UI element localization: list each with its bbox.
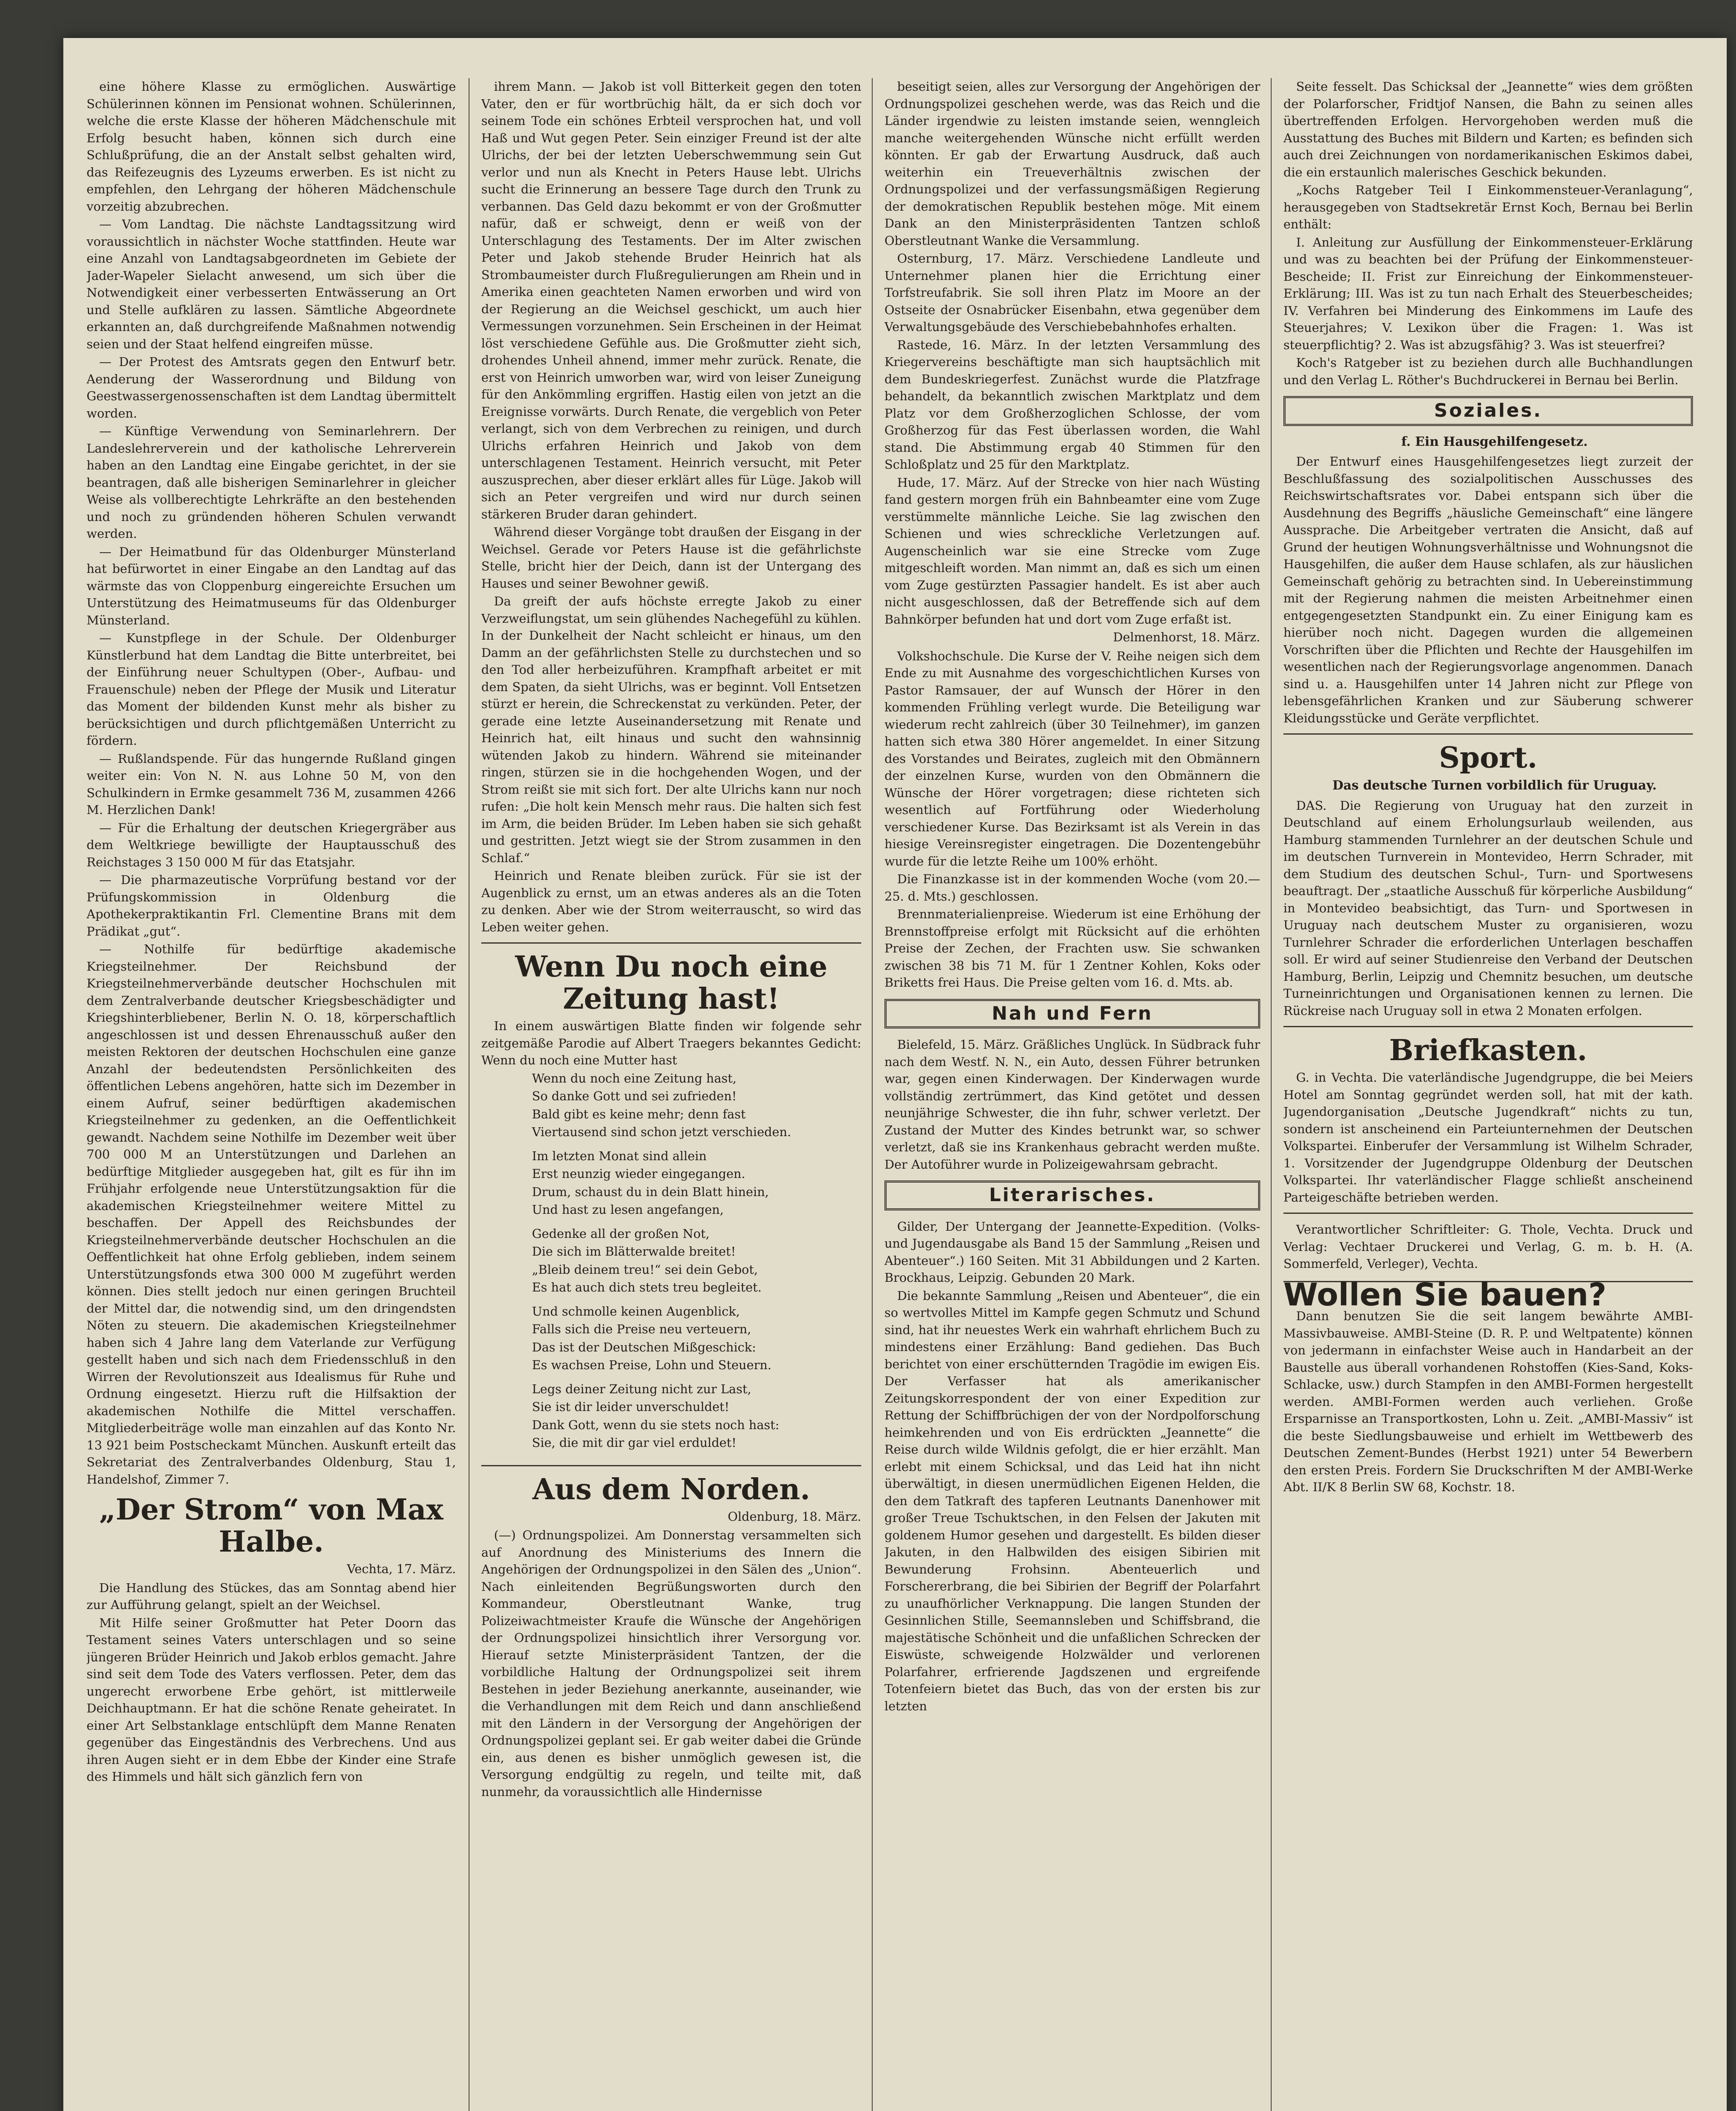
- article-paragraph: — Künftige Verwendung von Seminarlehrern. Der Landeslehrerverein und der katholische Lehrerverein haben an den Landtag eine Eingabe gerichtet, in der sie beantragen, daß alle bisherigen Seminarlehrer in gleicher Weise als vollberechtigte Lehrkräfte an den bestehenden und noch zu gründenden höheren Schulen verwandt werden.: [87, 424, 456, 541]
- column-2: [481, 78, 861, 2111]
- section-heading: Briefkasten.: [1389, 1034, 1587, 1067]
- article-paragraph: — Für die Erhaltung der deutschen Kriegergräber aus dem Weltkriege bewilligte der Hauptausschuß des Reichstages 3 150 000 M für das Etatsjahr.: [87, 820, 456, 869]
- boxed-section-heading: Nah und Fern: [884, 999, 1260, 1029]
- article-paragraph: (—) Ordnungspolizei. Am Donnerstag versammelten sich auf Anordnung des Ministeriums des Innern die Angehörigen der Ordnungspolizei in den Sälen des „Union“. Nach einleitenden Begrüßungsworten durch den Kommandeur, Oberstleutnant Wanke, trug Polizeiwachtmeister Kraufe die Wünsche der Angehörigen der Ordnungspolizei hinsichtlich ihrer Versorgung vor. Hierauf setzte Ministerpräsident Tantzen, der die vorbildliche Haltung der Ordnungspolizei seit ihrem Bestehen in jeder Beziehung anerkannte, auseinander, wie die Verhandlungen mit dem Reich und dann anschließend mit den Ländern in der Versorgung der Angehörigen der Ordnungspolizei geplant sei. Er gab weiter dabei die Gründe ein, aus denen es bisher unmöglich gewesen ist, die Versorgung endgültig zu regeln, und teilte mit, daß nunmehr, da voraussichtlich alle Hindernisse: [481, 1528, 861, 1799]
- section-divider: [1283, 1026, 1693, 1028]
- article-paragraph: Brennmaterialienpreise. Wiederum ist eine Erhöhung der Brennstoffpreise erfolgt mit Rücksicht auf die erhöhten Preise der Zechen, der Frachten usw. Sie schwanken zwischen 38 bis 71 M. für 1 Zentner Kohlen, Koks oder Briketts frei Haus. Die Preise gelten vom 16. d. Mts. ab.: [884, 907, 1260, 990]
- article-headline: Das deutsche Turnen vorbildlich für Uruguay.: [1332, 778, 1657, 793]
- boxed-section-heading: Soziales.: [1283, 396, 1693, 426]
- article-paragraph: Während dieser Vorgänge tobt draußen der Eisgang in der Weichsel. Gerade vor Peters Hause ist die gefährlichste Stelle, bricht hier der Deich, dann ist der Untergang des Hauses und seiner Bewohner gewiß.: [481, 525, 861, 591]
- poem-line: So danke Gott und sei zufrieden!: [532, 1089, 737, 1103]
- article-paragraph: „Kochs Ratgeber Teil I Einkommensteuer-Veranlagung“, herausgegeben von Stadtsekretär Ernst Koch, Bernau bei Berlin enthält:: [1283, 183, 1693, 231]
- article-paragraph: Rastede, 16. März. In der letzten Versammlung des Kriegervereins beschäftigte man sich hauptsächlich mit dem Bundeskriegerfest. Zunächst wurde die Platzfrage behandelt, da bekanntlich zwischen Marktplatz und dem Platz vor dem Großherzoglichen Schlosse, der vom Großherzog für das Fest überlassen worden, die Wahl stand. Die Abstimmung ergab 40 Stimmen für den Schloßplatz und 25 für den Marktplatz.: [884, 337, 1260, 472]
- article-paragraph: Mit Hilfe seiner Großmutter hat Peter Doorn das Testament seines Vaters unterschlagen und so seine jüngeren Brüder Heinrich und Jakob erblos gemacht. Jahre sind seit dem Tode des Vaters verflossen. Peter, dem das ungerecht erworbene Erbe gehört, ist mittlerweile Deichhauptmann. Er hat die schöne Renate geheiratet. In einer Art Selbstanklage entschlüpft dem Manne Renaten gegenüber das Eingeständnis des Verbrechens. Und aus ihren Augen sieht er in dem Ebbe der Kinder eine Strafe des Himmels und hält sich gänzlich fern von: [87, 1615, 456, 1784]
- poem-line: Und schmolle keinen Augenblick,: [532, 1304, 740, 1319]
- poem-line: Und hast zu lesen angefangen,: [532, 1202, 724, 1217]
- dateline: Vechta, 17. März.: [347, 1562, 456, 1576]
- article-paragraph: Verantwortlicher Schriftleiter: G. Thole, Vechta. Druck und Verlag: Vechtaer Druckerei und Verlag, G. m. b. H. (A. Sommerfeld, Verleger), Vechta.: [1283, 1222, 1693, 1271]
- article-paragraph: DAS. Die Regierung von Uruguay hat den zurzeit in Deutschland auf einem Erholungsurlaub weilenden, aus Hamburg stammenden Turnlehrer an der deutschen Schule und im deutschen Turnverein in Montevideo, Herrn Schrader, mit dem Studium des deutschen Schul-, Turn- und Sportwesens beauftragt. Der „staatliche Ausschuß für körperliche Ausbildung“ in Montevideo beabsichtigt, das Turn- und Sportwesen in Uruguay nach deutschem Muster zu organisieren, wozu Turnlehrer Schrader die erforderlichen Unterlagen beschaffen soll. Er wird auf seiner Studienreise den Verband der Deutschen Hamburg, Berlin, Leipzig und Chemnitz besuchen, um deutsche Turneinrichtungen und Organisationen kennen zu lernen. Die Rückreise nach Uruguay soll in etwa 2 Monaten erfolgen.: [1283, 798, 1693, 1018]
- article-paragraph: Dann benutzen Sie die seit langem bewährte AMBI-Massivbauweise. AMBI-Steine (D. R. P. und Weltpatente) können von jedermann in einfachster Weise auch in Handarbeit an der Baustelle aus überall vorhandenen Rohstoffen (Kies-Sand, Koks-Schlacke, usw.) durch Stampfen in den AMBI-Formen hergestellt werden. AMBI-Formen werden auch verliehen. Große Ersparnisse an Transportkosten, Lohn u. Zeit. „AMBI-Massiv“ ist die beste Siedlungsbauweise und erhielt im Wettbewerb des Deutschen Zement-Bundes (Herbst 1921) unter 54 Bewerbern den ersten Preis. Fordern Sie Druckschriften M der AMBI-Werke Abt. II/K 8 Berlin SW 68, Kochstr. 18.: [1283, 1309, 1693, 1494]
- article-paragraph: Osternburg, 17. März. Verschiedene Landleute und Unternehmer planen hier die Errichtung einer Torfstreufabrik. Sie soll ihren Platz im Moore an der Ostseite der Osnabrücker Eisenbahn, etwa gegenüber dem Verwaltungsgebäude des Verschiebebahnhofes erhalten.: [884, 251, 1260, 334]
- poem-line: Die sich im Blätterwalde breitet!: [532, 1244, 736, 1259]
- poem-line: „Bleib deinem treu!“ sei dein Gebot,: [532, 1262, 758, 1277]
- article-paragraph: G. in Vechta. Die vaterländische Jugendgruppe, die bei Meiers Hotel am Sonntag gegründet werden soll, hat mit der kath. Jugendorganisation „Deutsche Jugendkraft“ nichts zu tun, sondern ist anscheinend ein Parteiunternehmen der Deutschen Volkspartei. Einberufer der Versammlung ist Wilhelm Schrader, 1. Vorsitzender der Jugendgruppe Oldenburg der Deutschen Volkspartei. Ihr vaterländischer Flagge schließt anscheinend Parteigeschäfte betrieben werden.: [1283, 1070, 1693, 1205]
- article-paragraph: Seite fesselt. Das Schicksal der „Jeannette“ wies dem größten der Polarforscher, Fridtjof Nansen, die Bahn zu seinen alles übertreffenden Erfolgen. Hervorgehoben werden muß die Ausstattung des Buches mit Bildern und Karten; es befinden sich auch drei Zeichnungen von nordamerikanischen Eskimos dabei, die ein erstaunlich malerisches Geschick bekunden.: [1283, 79, 1693, 179]
- poem-line: Viertausend sind schon jetzt verschieden.: [532, 1125, 791, 1139]
- dateline: Delmenhorst, 18. März.: [1113, 630, 1260, 644]
- section-divider: [481, 942, 861, 944]
- poem-line: Es hat auch dich stets treu begleitet.: [532, 1280, 762, 1294]
- poem-line: Drum, schaust du in dein Blatt hinein,: [532, 1184, 769, 1199]
- poem-line: Sie, die mit dir gar viel erduldet!: [532, 1435, 737, 1450]
- article-paragraph: Heinrich und Renate bleiben zurück. Für sie ist der Augenblick zu ernst, um an etwas anderes als an die Toten zu denken. Aber wie der Strom weiterrauscht, so wird das Leben weiter gehen.: [481, 868, 861, 934]
- article-paragraph: Gilder, Der Untergang der Jeannette-Expedition. (Volks- und Jugendausgabe als Band 15 der Sammlung „Reisen und Abenteuer“.) 160 Seiten. Mit 31 Abbildungen und 2 Karten. Brockhaus, Leipzig. Gebunden 20 Mark.: [884, 1219, 1260, 1285]
- section-divider: [481, 1465, 861, 1467]
- section-divider: [1283, 733, 1693, 735]
- poem-line: Gedenke all der großen Not,: [532, 1226, 710, 1241]
- section-heading: Sport.: [1439, 741, 1538, 775]
- article-paragraph: Da greift der aufs höchste erregte Jakob zu einer Verzweiflungstat, um sein glühendes Nachegefühl zu kühlen. In der Dunkelheit der Nacht schleicht er hinaus, um den Damm an der gefährlichsten Stelle zu durchstechen und so den Tod aller herbeizuführen. Krampfhaft arbeitet er mit dem Spaten, da sieht Ulrichs, was er beginnt. Voll Entsetzen stürzt er herein, die Schreckenstat zu verkünden. Peter, der gerade eine letzte Auseinandersetzung mit Renate und Heinrich hat, eilt hinaus und sucht den wahnsinnig wütenden Jakob zu hindern. Während sie miteinander ringen, stürzen sie in die hochgehenden Wogen, und der Strom reißt sie mit sich fort. Der alte Ulrichs kann nur noch rufen: „Die holt kein Mensch mehr raus. Die halten sich fest im Arm, die beiden Brüder. Im Leben haben sie sich gehaßt und gestritten. Jetzt wiegt sie der Strom zusammen in den Schlaf.“: [481, 594, 861, 865]
- dateline: Oldenburg, 18. März.: [727, 1509, 861, 1524]
- section-heading: „Der Strom“ von Max Halbe.: [99, 1493, 444, 1559]
- column-1: [87, 78, 456, 2111]
- poem-line: Legs deiner Zeitung nicht zur Last,: [532, 1381, 751, 1396]
- article-paragraph: Die Finanzkasse ist in der kommenden Woche (vom 20.—25. d. Mts.) geschlossen.: [884, 872, 1260, 904]
- article-paragraph: — Rußlandspende. Für das hungernde Rußland gingen weiter ein: Von N. N. aus Lohne 50 M, von den Schulkindern in Ermke gesammelt 736 M, zusammen 4266 M. Herzlichen Dank!: [87, 751, 456, 817]
- poem: [481, 1070, 861, 1458]
- boxed-section-heading: Literarisches.: [884, 1180, 1260, 1210]
- article-paragraph: Volkshochschule. Die Kurse der V. Reihe neigen sich dem Ende zu mit Ausnahme des vorgeschichtlichen Kurses von Pastor Ramsauer, der auf Wunsch der Hörer in den kommenden Frühling verlegt wurde. Die Beteiligung war wiederum recht zahlreich (über 30 Teilnehmer), im ganzen hatten sich etwa 380 Hörer angemeldet. In einer Sitzung des Vorstandes und Beirates, zugleich mit den Obmännern der einzelnen Kurse, wurden von den Obmännern die Wünsche der Hörer vorgetragen; diese richteten sich wesentlich auf Fortführung oder Wiederholung verschiedener Kurse. Das Bezirksamt ist als Verein in das hiesige Vereinsregister eingetragen. Die Dozentengebühr wurde für die letzte Reihe um 100% erhöht.: [884, 648, 1260, 868]
- poem-line: Erst neunzig wieder eingegangen.: [532, 1167, 746, 1181]
- poem-line: Bald gibt es keine mehr; denn fast: [532, 1107, 746, 1121]
- poem-line: Sie ist dir leider unverschuldet!: [532, 1400, 730, 1414]
- article-paragraph: — Vom Landtag. Die nächste Landtagssitzung wird voraussichtlich in nächster Woche stattfinden. Heute war eine Anzahl von Landtagsabgeordneten im Gebiete der Jader-Wapeler Sielacht anwesend, um sich über die Notwendigkeit einer verbesserten Entwässerung an Ort und Stelle aufklären zu lassen. Sämtliche Abgeordnete erkannten an, daß durchgreifende Maßnahmen notwendig seien und der Staat helfend eingreifen müsse.: [87, 217, 456, 351]
- poem-line: Im letzten Monat sind allein: [532, 1148, 707, 1163]
- article-paragraph: eine höhere Klasse zu ermöglichen. Auswärtige Schülerinnen können im Pensionat wohnen. Schülerinnen, welche die erste Klasse der höheren Mädchenschule mit Erfolg besucht haben, können sich durch eine Schlußprüfung, die an der Anstalt selbst gehalten wird, das Reifezeugnis des Lyzeums erwerben. Es ist nicht zu empfehlen, den Lehrgang der höheren Mädchenschule vorzeitig abzubrechen.: [87, 79, 456, 214]
- section-heading: Aus dem Norden.: [532, 1472, 810, 1506]
- article-paragraph: ihrem Mann. — Jakob ist voll Bitterkeit gegen den toten Vater, den er für wortbrüchig hält, da er sich doch vor seinem Tode ein schönes Erbteil versprochen hat, und voll Haß und Wut gegen Peter. Sein einziger Freund ist der alte Ulrichs, der bei der letzten Ueberschwemmung sein Gut verlor und nun als Knecht in Peters Hause lebt. Ulrichs sucht die Erinnerung an bessere Tage durch den Trunk zu verbannen. Das Geld dazu bekommt er von der Großmutter nafür, daß er schweigt, denn er weiß von der Unterschlagung des Testaments. Der im Alter zwischen Peter und Jakob stehende Bruder Heinrich hat als Strombaumeister durch Flußregulierungen am Rhein und in Amerika einen geachteten Namen erworben und wird von der Regierung an die Weichsel geschickt, um auch hier Vermessungen vorzunehmen. Sein Erscheinen in der Heimat löst verschiedene Gefühle aus. Die Großmutter zieht sich, drohendes Unheil ahnend, immer mehr zurück. Renate, die erst von Heinrich umworben war, wird von leiser Zuneigung für den Ankömmling ergriffen. Hastig eilen von jetzt an die Ereignisse vorwärts. Durch Renate, die vergeblich von Peter verlangt, sich von dem Verbrechen zu reinigen, und durch Ulrichs erfahren Heinrich und Jakob von dem unterschlagenen Testament. Heinrich versucht, mit Peter auszusprechen, aber dieser erklärt alles für Lüge. Jakob will sich an Peter vergreifen und wird nur durch seinen stärkeren Bruder daran gehindert.: [481, 79, 861, 521]
- column-4: [1283, 78, 1693, 2111]
- column-rule: [1271, 78, 1272, 2111]
- article-paragraph: — Die pharmazeutische Vorprüfung bestand vor der Prüfungskommission in Oldenburg die Apothekerpraktikantin Frl. Clementine Brans mit dem Prädikat „gut“.: [87, 873, 456, 939]
- article-paragraph: — Der Protest des Amtsrats gegen den Entwurf betr. Aenderung der Wasserordnung und Bildung von Geestwassergenossenschaften ist dem Landtag übermittelt worden.: [87, 355, 456, 421]
- article-paragraph: — Kunstpflege in der Schule. Der Oldenburger Künstlerbund hat dem Landtag die Bitte unterbreitet, bei der Einführung neuer Schultypen (Ober-, Aufbau- und Frauenschule) neben der Pflege der Musik und Literatur das Moment der bildenden Kunst mehr als bisher zu berücksichtigen und durch pflichtgemäßen Unterricht zu fördern.: [87, 631, 456, 748]
- article-paragraph: In einem auswärtigen Blatte finden wir folgende sehr zeitgemäße Parodie auf Albert Traegers bekanntes Gedicht: Wenn du noch eine Mutter hast: [481, 1019, 861, 1067]
- poem-line: Es wachsen Preise, Lohn und Steuern.: [532, 1358, 772, 1372]
- article-paragraph: Der Entwurf eines Hausgehilfengesetzes liegt zurzeit der Beschlußfassung des sozialpolitischen Ausschusses des Reichswirtschaftsrates vor. Dabei entspann sich über die Ausdehnung des Begriffs „häusliche Gemeinschaft“ eine längere Aussprache. Die Arbeitgeber vertraten die Ansicht, daß auf Grund der heutigen Wohnungsverhältnisse und Wohnungsnot die Hausgehilfen, die außer dem Hause schlafen, als zur häuslichen Gemeinschaft gehörig zu betrachten sind. In Uebereinstimmung mit der Regierung nahmen die meisten Arbeitnehmer einen entgegengesetzten Standpunkt ein. Zu einer Einigung kam es hierüber noch nicht. Dagegen wurden die allgemeinen Vorschriften über die Pflichten und Rechte der Hausgehilfen im wesentlichen nach der Regierungsvorlage angenommen. Danach sind u. a. Hausgehilfen unter 14 Jahren nicht zur Pflege von lebensgefährlichen Kranken und zur Säuberung schwerer Kleidungsstücke und Geräte verpflichtet.: [1283, 454, 1693, 725]
- article-paragraph: Koch's Ratgeber ist zu beziehen durch alle Buchhandlungen und den Verlag L. Röther's Buchdruckerei in Bernau bei Berlin.: [1283, 355, 1693, 387]
- article-paragraph: — Der Heimatbund für das Oldenburger Münsterland hat befürwortet in einer Eingabe an den Landtag auf das wärmste das von Cloppenburg eingereichte Ersuchen um Unterstützung des Heimatmuseums für das Oldenburger Münsterland.: [87, 544, 456, 627]
- article-headline: f. Ein Hausgehilfengesetz.: [1401, 434, 1588, 449]
- article-paragraph: Hude, 17. März. Auf der Strecke von hier nach Wüsting fand gestern morgen früh ein Bahnbeamter eine vom Zuge verstümmelte männliche Leiche. Sie lag zwischen den Schienen und wies schreckliche Verletzungen auf. Augenscheinlich war sie eine Strecke vom Zuge mitgeschleift worden. Man nimmt an, daß es sich um einen vom Zuge gestürzten Passagier handelt. Es ist aber auch nicht ausgeschlossen, daß der Betreffende sich auf dem Bahnkörper befunden hat und dort vom Zuge erfaßt ist.: [884, 475, 1260, 627]
- poem-line: Falls sich die Preise neu verteuern,: [532, 1322, 751, 1336]
- section-divider: [1283, 1213, 1693, 1214]
- article-paragraph: Bielefeld, 15. März. Gräßliches Unglück. In Südbrack fuhr nach dem Westf. N. N., ein Auto, dessen Führer betrunken war, gegen einen Kinderwagen. Der Kinderwagen wurde vollständig zertrümmert, das Kind getötet und dessen neunjährige Schwester, die ihn fuhr, schwer verletzt. Der Zustand der Mutter des Kindes betrunkt war, so schwer verletzt, daß sie ins Krankenhaus gebracht werden mußte. Der Autoführer wurde in Polizeigewahrsam gebracht.: [884, 1037, 1260, 1172]
- poem-line: Wenn du noch eine Zeitung hast,: [532, 1071, 737, 1085]
- article-paragraph: — Nothilfe für bedürftige akademische Kriegsteilnehmer. Der Reichsbund der Kriegsteilnehmerverbände deutscher Hochschulen mit dem Zentralverbande deutscher Kriegsbeschädigter und Kriegshinterbliebener, Berlin N. O. 18, körperschaftlich angeschlossen ist und dessen Ehrenausschuß außer den meisten Rektoren der deutschen Hochschulen eine ganze Anzahl der bedeutendsten Persönlichkeiten des öffentlichen Lebens angehören, hatte sich im Dezember in einem Aufruf, seiner bedürftigen akademischen Kriegsteilnehmer zu gedenken, an die Oeffentlichkeit gewandt. Nachdem seine Nothilfe im Dezember weit über 700 000 M an Unterstützungen und Darlehen an bedürftige Mitglieder ausgegeben hat, gilt es für ihn im Frühjahr erfolgende neue Unterstützungsaktion für die akademischen Kriegsteilnehmer weitere Mittel zu beschaffen. Der Appell des Reichsbundes der Kriegsteilnehmerverbände deutscher Hochschulen an die Oeffentlichkeit hat ohne Erfolg geblieben, indem seinem Unterstützungsfonds etwa 300 000 M zugeführt werden können. Dies stellt jedoch nur einen geringen Bruchteil der Mittel dar, die notwendig sind, um den dringendsten Nöten zu steuern. Die akademischen Kriegsteilnehmer haben sich 4 Jahre lang dem Vaterlande zur Verfügung gestellt haben und sich nach dem Friedensschluß in den Wirren der Revolutionszeit aus Idealismus für Ruhe und Ordnung eingesetzt. Hierzu ruft die Hilfsaktion der akademischen Nothilfe die Mittel verschaffen. Mitgliederbeiträge wolle man einzahlen auf das Konto Nr. 13 921 beim Postscheckamt München. Auskunft erteilt das Sekretariat des Zentralverbandes Oldenburg, Stau 1, Handelshof, Zimmer 7.: [87, 942, 456, 1487]
- poem-line: Dank Gott, wenn du sie stets noch hast:: [532, 1417, 779, 1432]
- ad-heading: Wollen Sie bauen?: [1283, 1281, 1693, 1304]
- column-rule: [872, 78, 873, 2111]
- poem-line: Das ist der Deutschen Mißgeschick:: [532, 1340, 756, 1354]
- article-paragraph: I. Anleitung zur Ausfüllung der Einkommensteuer-Erklärung und was zu beachten bei der Prüfung der Einkommensteuer-Bescheide; II. Frist zur Einreichung der Einkommensteuer-Erklärung; III. Was ist zu tun nach Erhalt des Steuerbescheides; IV. Verfahren bei Minderung des Einkommens im Laufe des Steuerjahres; V. Lexikon über die Fragen: 1. Was ist steuerpflichtig? 2. Was ist abzugsfähig? 3. Was ist steuerfrei?: [1283, 235, 1693, 352]
- article-paragraph: Die bekannte Sammlung „Reisen und Abenteuer“, die ein so wertvolles Mittel im Kampfe gegen Schmutz und Schund sind, hat ihr neuestes Werk ein wahrhaft ehrlichem Buch zu mindestens einer Erzählung: Band gediehen. Das Buch berichtet von einer erschütternden Tragödie im ewigen Eis. Der Verfasser hat als amerikanischer Zeitungskorrespondent der von einer Expedition zur Rettung der Schiffbrüchigen der von der Nordpolforschung heimkehrenden und von Eis erdrückten „Jeannette“ die Reise durch wilde Wildnis gefolgt, die er hier erzählt. Man erlebt mit einem Schicksal, und das Leid hat ihn nicht überwältigt, in diesen unermüdlichen Eigenen Helden, die den dem Tatkraft des tapferen Leutnants Danenhower mit großer Treue Tschuktschen, in den Felsen der Jakuten mit goldenem Humor gesehen und dargestellt. Es bilden dieser Jakuten, in den Halbwilden des eisigen Sibirien mit Bewunderung Frohsinn. Abenteuerlich und Forschererbrang, die bei Sibirien der Begriff der Polarfahrt zu unaufhörlicher Verknappung. Die langen Stunden der Gesinnlichen Stille, Seemannsleben und Schiffsbrand, die majestätische Schönheit und die unfaßlichen Schrecken der Eiswüste, schweigende Holzwälder und verlorenen Polarfahrer, erfrierende Jagdszenen und ergreifende Totenfeiern bietet das Buch, das von der ersten bis zur letzten: [884, 1288, 1260, 1713]
- column-3: [884, 78, 1260, 2111]
- newspaper-page: [63, 38, 1727, 2111]
- article-paragraph: beseitigt seien, alles zur Versorgung der Angehörigen der Ordnungspolizei geschehen werde, was das Reich und die Länder irgendwie zu leisten imstande seien, wenngleich manche weitergehenden Wünsche nicht erfüllt werden könnten. Er gab der Erwartung Ausdruck, daß auch weiterhin ein Treueverhältnis zwischen der Ordnungspolizei und der verfassungsmäßigen Regierung der demokratischen Republik bestehen möge. Mit einem Dank an den Ministerpräsidenten Tantzen schloß Oberstleutnant Wanke die Versammlung.: [884, 79, 1260, 248]
- article-paragraph: Die Handlung des Stückes, das am Sonntag abend hier zur Aufführung gelangt, spielt an der Weichsel.: [87, 1580, 456, 1612]
- section-heading: Wenn Du noch eine Zeitung hast!: [515, 950, 827, 1016]
